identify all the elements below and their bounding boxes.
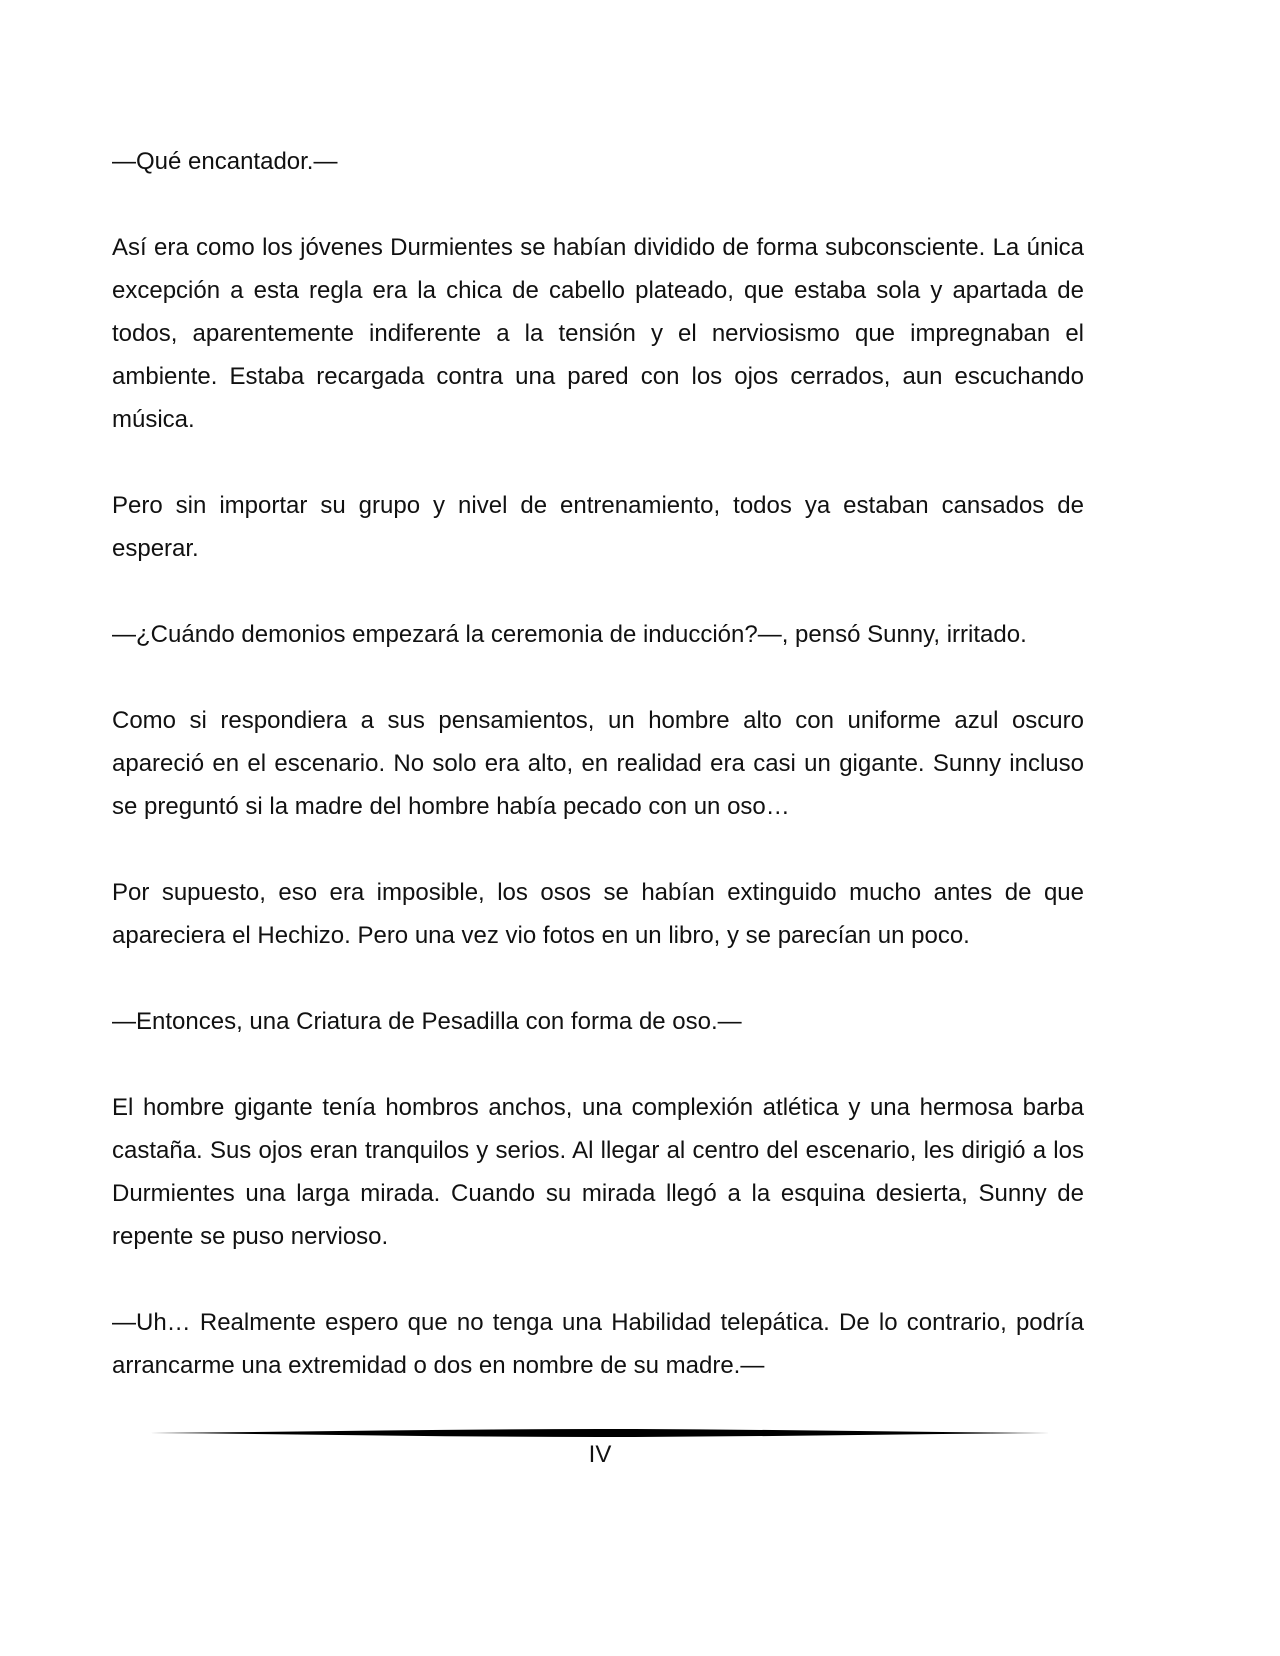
paragraph: Por supuesto, eso era imposible, los osos se habían extinguido mucho antes de que apareciera el Hechizo. Pero una vez vio fotos en un libro, y se parecían un poco.	[112, 879, 1084, 949]
paragraph: Pero sin importar su grupo y nivel de entrenamiento, todos ya estaban cansados de esperar.	[112, 492, 1084, 562]
paragraph: —Qué encantador.—	[112, 148, 338, 175]
paragraph: —¿Cuándo demonios empezará la ceremonia de inducción?—, pensó Sunny, irritado.	[112, 621, 1027, 648]
page-number: IV	[588, 1441, 612, 1468]
paragraph: —Entonces, una Criatura de Pesadilla con forma de oso.—	[112, 1008, 742, 1035]
ornamental-divider	[150, 1427, 1050, 1439]
paragraph: Así era como los jóvenes Durmientes se habían dividido de forma subconsciente. La única excepción a esta regla era la chica de cabello plateado, que estaba sola y apartada de todos, aparentemente indiferente a la tensión y el nerviosismo que impregnaban el ambiente. Estaba recargada contra una pared con los ojos cerrados, aun escuchando música.	[112, 234, 1084, 433]
paragraph: Como si respondiera a sus pensamientos, un hombre alto con uniforme azul oscuro apareció en el escenario. No solo era alto, en realidad era casi un gigante. Sunny incluso se preguntó si la madre del hombre había pecado con un oso…	[112, 707, 1084, 820]
divider-stroke	[150, 1429, 1050, 1437]
paragraph: El hombre gigante tenía hombros anchos, una complexión atlética y una hermosa barba castaña. Sus ojos eran tranquilos y serios. Al llegar al centro del escenario, les dirigió a los Durmientes una larga mirada. Cuando su mirada llegó a la esquina desierta, Sunny de repente se puso nervioso.	[112, 1094, 1084, 1250]
page-body	[112, 140, 1084, 1387]
paragraph: —Uh… Realmente espero que no tenga una Habilidad telepática. De lo contrario, podría arrancarme una extremidad o dos en nombre de su madre.—	[112, 1309, 1084, 1379]
